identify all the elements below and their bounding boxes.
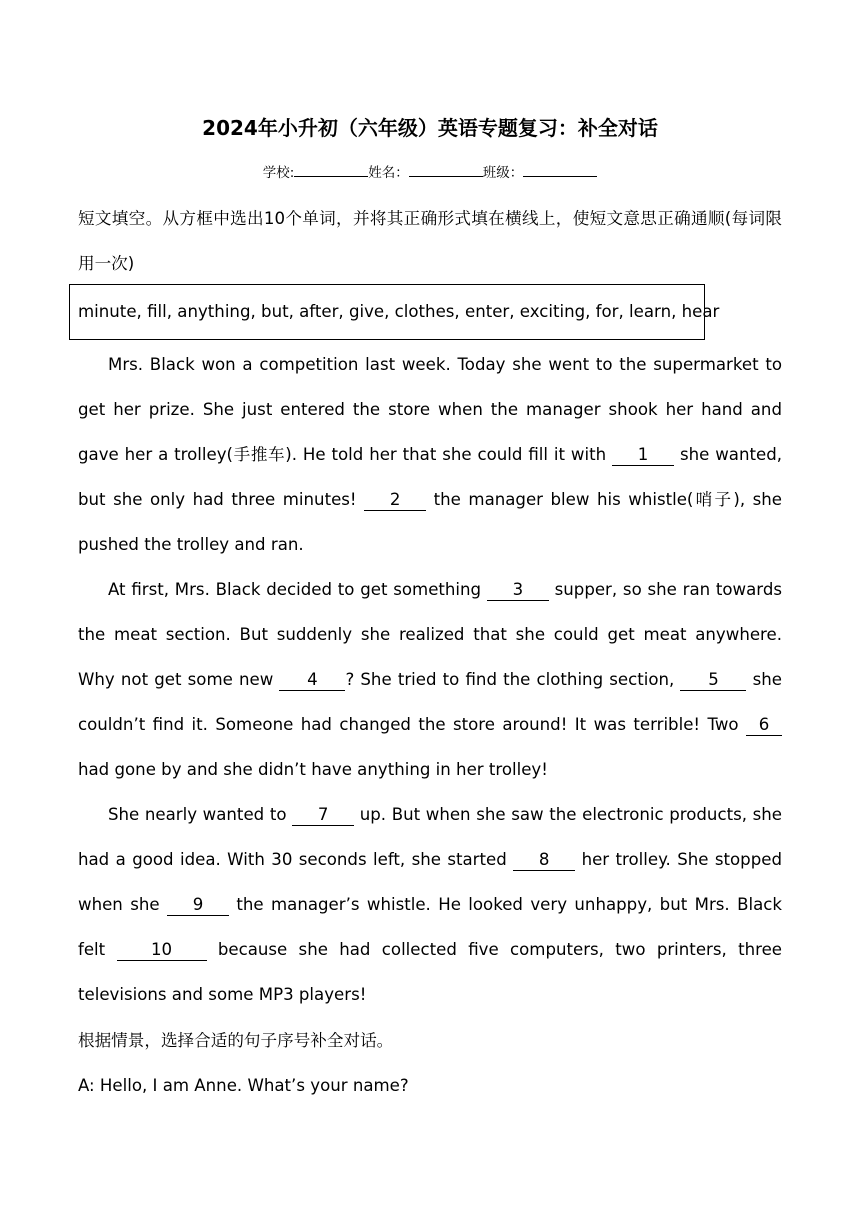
passage-text: because she had collected five computers, two printers, three televisions and some MP3 players! [78, 940, 782, 1004]
passage-paragraph-3 [78, 792, 782, 1017]
school-label: 学校: [262, 165, 295, 181]
passage-paragraph-2 [78, 567, 782, 792]
word-box-text: minute, fill, anything, but, after, give, clothes, enter, exciting, for, learn, hear [78, 302, 720, 321]
section1-instruction: 短文填空。从方框中选出10个单词，并将其正确形式填在横线上，使短文意思正确通顺(每词限用一次) [78, 209, 782, 273]
passage-paragraph-1 [78, 342, 782, 567]
blank-9[interactable]: 9 [167, 895, 229, 916]
dialogue-line-1: A: Hello, I am Anne. What’s your name? [78, 1076, 409, 1095]
passage-text: she wanted, but she only had three minutes! [78, 445, 782, 509]
section2-instruction: 根据情景，选择合适的句子序号补全对话。 [78, 1031, 394, 1050]
class-blank[interactable] [523, 162, 597, 177]
name-label: 姓名： [368, 165, 409, 181]
passage-text: the manager blew his whistle(哨子), she pushed the trolley and ran. [78, 490, 782, 554]
passage-text: She nearly wanted to [108, 805, 293, 824]
blank-5[interactable]: 5 [680, 670, 746, 691]
passage-text: her trolley. She stopped when she [78, 850, 782, 914]
passage-text: At first, Mrs. Black decided to get something [108, 580, 487, 599]
passage-text: ? She tried to find the clothing section, [345, 670, 681, 689]
blank-4[interactable]: 4 [279, 670, 345, 691]
passage-text: had gone by and she didn’t have anything in her trolley! [78, 760, 548, 779]
passage-text: up. But when she saw the electronic products, she had a good idea. With 30 seconds left, she started [78, 805, 783, 869]
passage-text: supper, so she ran towards the meat section. But suddenly she realized that she could get meat anywhere. Why not get some new [78, 580, 782, 689]
student-info-line [78, 162, 782, 183]
name-blank[interactable] [409, 162, 483, 177]
passage-text: she couldn’t find it. Someone had changed the store around! It was terrible! Two [78, 670, 782, 734]
school-blank[interactable] [294, 162, 368, 177]
blank-1[interactable]: 1 [612, 445, 674, 466]
passage-text: the manager’s whistle. He looked very unhappy, but Mrs. Black felt [78, 895, 782, 959]
blank-2[interactable]: 2 [364, 490, 426, 511]
blank-7[interactable]: 7 [292, 805, 354, 826]
passage-text: Mrs. Black won a competition last week. Today she went to the supermarket to get her prize. She just entered the store when the manager shook her hand and gave her a trolley(手推车). He told her that she could fill it with [78, 355, 782, 464]
document-title: 2024年小升初（六年级）英语专题复习：补全对话 [202, 116, 658, 140]
blank-10[interactable]: 10 [117, 940, 207, 961]
blank-8[interactable]: 8 [513, 850, 575, 871]
blank-6[interactable]: 6 [746, 715, 782, 736]
class-label: 班级： [482, 165, 524, 181]
blank-3[interactable]: 3 [487, 580, 549, 601]
